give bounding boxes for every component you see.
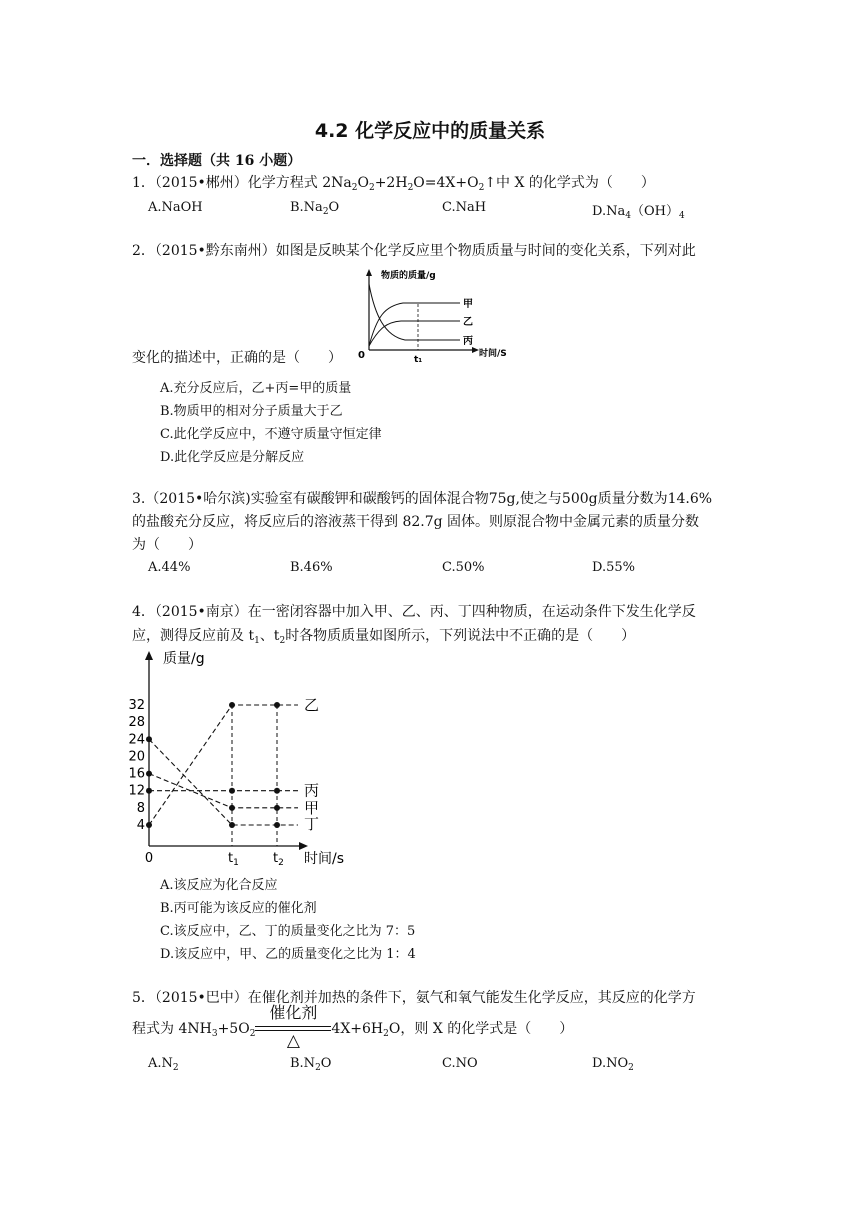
q5-text: +5O	[217, 1021, 250, 1037]
q1-option-b[interactable]	[290, 200, 339, 217]
question-4-line-1: 4．（2015•南京）在一密闭容器中加入甲、乙、丙、丁四种物质，在运动条件下发生化学反	[132, 604, 696, 620]
q2-origin-label: 0	[358, 350, 365, 361]
q4-x-tick-label: 0	[144, 851, 154, 866]
q1-option-d[interactable]	[592, 200, 685, 221]
q4-x-tick-subscript: 2	[278, 858, 284, 868]
question-3-line-1: 3.（2015•哈尔滨)实验室有碳酸钾和碳酸钙的固体混合物75g,使之与500g质量分数为14.6%	[132, 491, 713, 507]
q5-option-a[interactable]	[148, 1056, 179, 1073]
q4-sub: 2	[279, 636, 286, 646]
q5-option-a-sub: 2	[172, 1063, 179, 1073]
q4-option-d[interactable]: D.该反应中，甲、乙的质量变化之比为 1：4	[160, 947, 416, 962]
q1-text: O=4X+O	[413, 175, 479, 191]
question-5-line-1: 5．（2015•巴中）在催化剂并加热的条件下，氨气和氧气能发生化学反应，其反应的化学方	[132, 990, 696, 1006]
q4-text: 、t	[259, 628, 280, 644]
q1-option-b-text: O	[328, 200, 340, 215]
question-2-line-2: 变化的描述中，正确的是（ ）	[132, 350, 342, 366]
q4-data-point	[146, 822, 152, 828]
q4-option-b[interactable]: B.丙可能为该反应的催化剂	[160, 901, 317, 916]
q1-sub: 2	[368, 183, 375, 193]
q4-sub: 1	[254, 636, 260, 646]
q4-text: 应，测得反应前及 t	[132, 628, 255, 644]
q1-text: O	[357, 175, 369, 191]
q4-series-line	[149, 739, 298, 825]
q2-mass-time-chart	[355, 266, 525, 362]
page-title: 4.2 化学反应中的质量关系	[314, 120, 546, 142]
q1-option-c[interactable]: C.NaH	[442, 200, 487, 215]
q5-sub: 2	[249, 1029, 256, 1039]
q4-data-point	[229, 822, 235, 828]
q4-series-label: 乙	[304, 696, 320, 714]
q5-option-d-text: D.NO	[592, 1056, 629, 1071]
q2-y-label: 物质的质量/g	[381, 271, 436, 281]
q2-series-jia: 甲	[463, 299, 473, 310]
q5-option-b-sub: 2	[315, 1063, 321, 1073]
q5-sub: 2	[383, 1029, 389, 1039]
q4-y-tick-label: 8	[136, 800, 145, 816]
q4-x-tick-label: $t_1$	[228, 851, 239, 868]
q4-x-label: 时间/s	[304, 851, 345, 867]
q1-option-b-text: B.Na	[290, 200, 323, 215]
q5-catalyst-label: 催化剂	[269, 1003, 318, 1022]
q1-option-d-sub: 4	[625, 211, 631, 221]
question-5-line-2	[132, 1003, 574, 1051]
q4-data-point	[274, 822, 280, 828]
q4-y-tick-label: 12	[128, 783, 145, 799]
q1-text-suffix: ↑中 X 的化学式为（ ）	[484, 175, 655, 191]
q3-option-b[interactable]: B.46%	[290, 560, 333, 575]
q5-text: 程式为 4NH	[132, 1021, 212, 1037]
q1-text-prefix: 1．（2015•郴州）化学方程式 2Na	[132, 175, 352, 191]
question-3-line-3: 为（ ）	[132, 537, 202, 553]
q4-series-label: 丁	[304, 815, 320, 833]
q3-option-a[interactable]: A.44%	[148, 560, 191, 575]
q4-y-tick-label: 32	[128, 698, 145, 713]
q4-y-axis-arrow	[145, 651, 153, 660]
q4-data-point	[229, 805, 235, 811]
q5-option-c[interactable]: C.NO	[442, 1056, 478, 1071]
q4-data-point	[146, 736, 152, 742]
q5-option-b-text: B.N	[290, 1056, 316, 1071]
q2-t1-label: t₁	[414, 355, 423, 362]
q5-sub: 3	[211, 1029, 218, 1039]
q5-text: O，则 X 的化学式是（ ）	[388, 1021, 574, 1037]
q1-option-b-sub: 2	[322, 207, 329, 217]
q2-option-c[interactable]: C.此化学反应中，不遵守质量守恒定律	[160, 427, 382, 442]
q4-data-point	[274, 805, 280, 811]
q4-data-point	[146, 788, 152, 794]
q4-y-tick-label: 16	[128, 766, 145, 782]
q2-series-bing: 丙	[463, 336, 473, 347]
q4-data-point	[229, 702, 235, 708]
q4-y-label: 质量/g	[163, 651, 205, 667]
q1-option-d-text: D.Na	[592, 204, 626, 219]
q5-option-b[interactable]	[290, 1056, 331, 1073]
q5-reaction-arrow	[255, 1003, 331, 1051]
q4-option-c[interactable]: C.该反应中，乙、丁的质量变化之比为 7：5	[160, 924, 416, 939]
q4-x-tick-subscript: 1	[233, 858, 239, 868]
q5-option-d-sub: 2	[628, 1063, 634, 1073]
q4-mass-time-chart	[128, 648, 368, 870]
q5-equals-bar-top	[255, 1026, 331, 1027]
q4-y-tick-label: 4	[136, 818, 145, 833]
q4-data-point	[274, 702, 280, 708]
q5-heat-symbol: △	[286, 1031, 300, 1051]
q2-x-label: 时间/S	[479, 349, 507, 359]
q2-series-yi: 乙	[463, 317, 473, 328]
q4-data-point	[146, 771, 152, 777]
q1-text: +2H	[374, 175, 408, 191]
section-heading: 一．选择题（共 16 小题）	[132, 153, 302, 169]
q1-option-d-sub: 4	[678, 211, 685, 221]
q4-x-axis-arrow	[299, 842, 308, 850]
q1-sub: 2	[478, 183, 485, 193]
question-3-line-2: 的盐酸充分反应，将反应后的溶液蒸干得到 82.7g 固体。则原混合物中金属元素的质量分数	[132, 514, 700, 530]
q2-x-axis-arrow	[472, 347, 479, 353]
q4-y-tick-label: 24	[128, 732, 145, 748]
q1-sub: 2	[407, 183, 414, 193]
q4-option-a[interactable]: A.该反应为化合反应	[160, 878, 278, 893]
q5-option-a-text: A.N	[148, 1056, 173, 1071]
q4-text: 时各物质质量如图所示，下列说法中不正确的是（ ）	[285, 628, 636, 644]
q2-option-b[interactable]: B.物质甲的相对分子质量大于乙	[160, 404, 343, 419]
q2-option-d[interactable]: D.此化学反应是分解反应	[160, 450, 305, 465]
q1-option-d-text: （OH）	[630, 204, 679, 219]
q3-option-d[interactable]: D.55%	[592, 560, 635, 575]
q4-series-label: 丙	[304, 781, 320, 800]
q4-x-tick-label: $t_2$	[273, 851, 284, 868]
q4-series-label: 甲	[304, 798, 320, 817]
q1-option-a[interactable]: A.NaOH	[148, 200, 203, 215]
q4-y-tick-label: 20	[128, 749, 145, 765]
q4-data-point	[229, 788, 235, 794]
q2-y-axis-arrow	[366, 269, 372, 276]
question-1	[132, 172, 655, 199]
q4-y-tick-label: 28	[128, 715, 145, 731]
q1-sub: 2	[351, 183, 358, 193]
q5-text: 4X+6H	[331, 1021, 384, 1037]
q2-curve-bing	[369, 284, 460, 340]
q2-option-a[interactable]: A.充分反应后，乙+丙=甲的质量	[160, 381, 352, 396]
q4-data-point	[274, 788, 280, 794]
q5-option-b-text: O	[320, 1056, 332, 1071]
q3-option-c[interactable]: C.50%	[442, 560, 485, 575]
q5-option-d[interactable]	[592, 1056, 634, 1073]
question-2-line-1: 2．（2015•黔东南州）如图是反映某个化学反应里个物质质量与时间的变化关系，下列对此	[132, 243, 696, 259]
